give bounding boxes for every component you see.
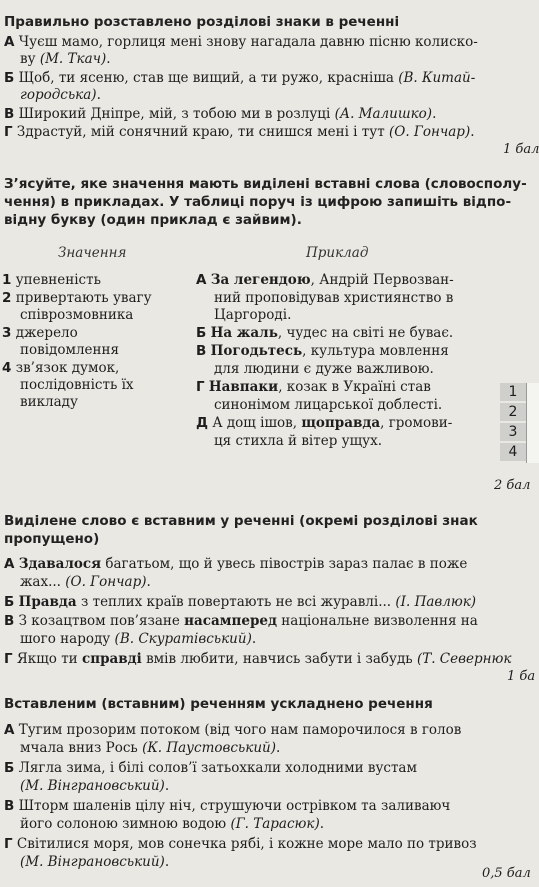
- q4-option-v: [4, 798, 450, 815]
- meaning-text: джерело: [15, 325, 78, 341]
- option-letter: А: [4, 722, 15, 738]
- q1-option-a-cont: [20, 51, 111, 68]
- question-2-title-line-3: відну букву (один приклад є зайвим).: [4, 212, 302, 228]
- option-source: (Т. Севернюк: [416, 651, 512, 667]
- q4-option-b-cont: [20, 778, 169, 795]
- meaning-4-cont: викладу: [20, 394, 78, 410]
- q4-option-b: [4, 760, 417, 777]
- option-punct: .: [164, 778, 170, 794]
- example-letter: Д: [196, 415, 209, 431]
- example-a: [196, 272, 454, 289]
- option-text: Здрастуй, мій сонячний краю, ти снишся мені і тут: [16, 124, 385, 140]
- option-letter: Г: [4, 836, 13, 852]
- example-text: , чудес на світі не буває.: [277, 325, 454, 341]
- option-letter: Б: [4, 70, 15, 86]
- option-source: (А. Малишко): [334, 106, 433, 122]
- meaning-text: зв’язок думок,: [15, 360, 120, 376]
- question-2-title-line-2: чення) в прикладах. У таблиці поруч із цифрою запишіть відпо-: [4, 194, 512, 210]
- column-header-example: Приклад: [306, 245, 369, 261]
- meaning-text: привертають увагу: [15, 290, 152, 306]
- option-punct: .: [470, 124, 475, 140]
- question-4-title: Вставленим (вставним) реченням ускладнено речення: [4, 696, 433, 712]
- option-letter: В: [4, 613, 15, 629]
- option-source: (І. Павлюк): [395, 594, 477, 610]
- q4-option-g-cont: [20, 854, 169, 871]
- answer-grid-input-column[interactable]: [526, 383, 539, 463]
- option-letter: Г: [4, 651, 13, 667]
- meaning-number: 2: [2, 290, 12, 306]
- example-d: [196, 415, 452, 432]
- q4-option-v-cont: [20, 816, 324, 833]
- example-text: , громови-: [380, 415, 453, 431]
- option-punct: .: [251, 631, 257, 647]
- question-3-title-line-1: Виділене слово є вставним у реченні (окремі розділові знак: [4, 513, 478, 529]
- example-text: А дощ ішов,: [212, 415, 302, 431]
- option-source: (Г. Тарасюк): [230, 816, 320, 832]
- answer-grid-row-1[interactable]: 1: [500, 383, 526, 403]
- example-text: , Андрій Первозван-: [310, 272, 454, 288]
- column-header-meaning: Значення: [58, 245, 127, 261]
- option-text: шого народу: [20, 631, 111, 647]
- q1-option-g: [4, 124, 475, 141]
- example-b: [196, 325, 453, 342]
- q4-option-a: [4, 722, 461, 739]
- answer-grid-row-2[interactable]: 2: [500, 403, 526, 423]
- option-source: (О. Гончар): [388, 124, 471, 140]
- option-text: з теплих країв повертають не всі журавлі...: [76, 594, 392, 610]
- example-text: , культура мовлення: [302, 343, 449, 359]
- q1-option-v: [4, 106, 436, 123]
- answer-grid[interactable]: [500, 383, 539, 463]
- option-letter: А: [4, 34, 15, 50]
- option-text: вмів любити, навчись забути і забудь: [141, 651, 413, 667]
- meaning-2-cont: співрозмовника: [20, 307, 134, 323]
- example-a-cont: Царгороді.: [214, 307, 292, 323]
- highlighted-word: щоправда: [301, 415, 381, 431]
- option-text: Чуєш мамо, горлиця мені знову нагадала давню пісню колиско-: [18, 34, 478, 50]
- answer-grid-row-3[interactable]: 3: [500, 423, 526, 443]
- q1-option-b-cont: [20, 87, 101, 104]
- option-text: національне визволення на: [277, 613, 478, 629]
- option-text: його солоною зимною водою: [20, 816, 227, 832]
- meaning-1: [2, 272, 101, 289]
- q1-option-b: [4, 70, 475, 87]
- example-letter: В: [196, 343, 207, 359]
- highlighted-word: Погодьтесь: [210, 343, 303, 359]
- q4-option-g: [4, 836, 477, 853]
- q4-points: 0,5 бал: [482, 866, 531, 881]
- q3-option-b: [4, 594, 476, 611]
- option-text: ву: [20, 51, 36, 67]
- option-letter: В: [4, 106, 15, 122]
- option-punct: .: [319, 816, 325, 832]
- highlighted-word: Правда: [18, 594, 77, 610]
- option-text: Шторм шаленів цілу ніч, струшуючи острівком та заливаюч: [18, 798, 451, 814]
- option-source: (В. Скуратівський): [114, 631, 252, 647]
- option-text: З козацтвом пов’язане: [18, 613, 185, 629]
- meaning-number: 1: [2, 272, 12, 288]
- meaning-2: [2, 290, 152, 307]
- highlighted-word: Навпаки: [208, 379, 279, 395]
- q3-option-g: [4, 651, 511, 668]
- option-text: Лягла зима, і білі солов’ї затьохкали холодними вустам: [18, 760, 417, 776]
- option-letter: Б: [4, 594, 15, 610]
- option-source: (В. Китай-: [398, 70, 476, 86]
- option-punct: .: [432, 106, 437, 122]
- option-source: городська): [20, 87, 97, 103]
- option-source: (М. Вінграновський): [20, 778, 165, 794]
- example-g-cont: синонімом лицарської доблесті.: [214, 397, 443, 413]
- option-source: (М. Вінграновський): [20, 854, 165, 870]
- option-text: Світилися моря, мов сонечка рябі, і кожне море мало по тривоз: [16, 836, 477, 852]
- example-g: [196, 379, 431, 396]
- option-text: Щоб, ти ясеню, став ще вищий, а ти ружо, красніша: [18, 70, 394, 86]
- q3-option-v-cont: [20, 631, 256, 648]
- q3-option-a: [4, 556, 467, 573]
- example-text: , козак в Україні став: [278, 379, 431, 395]
- option-punct: .: [96, 87, 101, 103]
- meaning-4-cont: послідовність їх: [20, 377, 134, 393]
- option-text: Широкий Дніпре, мій, з тобою ми в розлуці: [18, 106, 331, 122]
- question-2-title-line-1: З’ясуйте, яке значення мають виділені вставні слова (словосполу-: [4, 176, 527, 192]
- example-letter: А: [196, 272, 207, 288]
- example-d-cont: ця стихла й вітер ущух.: [214, 433, 382, 449]
- option-text: Якщо ти: [16, 651, 82, 667]
- option-source: (К. Паустовський): [142, 740, 276, 756]
- option-text: жах...: [20, 574, 61, 590]
- highlighted-word: справді: [81, 651, 142, 667]
- highlighted-word: Здавалося: [18, 556, 102, 572]
- option-letter: Б: [4, 760, 15, 776]
- option-text: багатьом, що й увесь півострів зараз палає в поже: [101, 556, 468, 572]
- highlighted-word: насамперед: [184, 613, 277, 629]
- q4-option-a-cont: [20, 740, 280, 757]
- q1-option-a: [4, 34, 478, 51]
- meaning-3: [2, 325, 78, 342]
- meaning-3-cont: повідомлення: [20, 342, 120, 358]
- q2-points: 2 бал: [494, 478, 531, 493]
- example-letter: Г: [196, 379, 205, 395]
- option-source: (О. Гончар): [65, 574, 147, 590]
- meaning-number: 3: [2, 325, 12, 341]
- option-letter: В: [4, 798, 15, 814]
- highlighted-word: За легендою: [210, 272, 311, 288]
- q1-points: 1 бал: [503, 142, 539, 157]
- example-a-cont: ний проповідував християнство в: [214, 290, 454, 306]
- option-punct: .: [276, 740, 281, 756]
- meaning-number: 4: [2, 360, 12, 376]
- answer-grid-row-4[interactable]: 4: [500, 443, 526, 463]
- option-text: мчала вниз Рось: [20, 740, 138, 756]
- meaning-4: [2, 360, 119, 377]
- option-text: Тугим прозорим потоком (від чого нам паморочилося в голов: [18, 722, 462, 738]
- q3-points: 1 ба: [507, 669, 536, 684]
- option-letter: Г: [4, 124, 13, 140]
- option-punct: .: [106, 51, 111, 67]
- option-letter: А: [4, 556, 15, 572]
- option-punct: .: [146, 574, 151, 590]
- question-3-title-line-2: пропущено): [4, 531, 100, 547]
- example-v-cont: для людини є дуже важливою.: [214, 361, 434, 377]
- meaning-text: упевненість: [15, 272, 101, 288]
- example-letter: Б: [196, 325, 207, 341]
- example-v: [196, 343, 449, 360]
- highlighted-word: На жаль: [210, 325, 278, 341]
- q3-option-a-cont: [20, 574, 151, 591]
- question-1-title: Правильно розставлено розділові знаки в реченні: [4, 14, 400, 30]
- option-source: (М. Ткач): [39, 51, 107, 67]
- q3-option-v: [4, 613, 478, 630]
- option-punct: .: [164, 854, 170, 870]
